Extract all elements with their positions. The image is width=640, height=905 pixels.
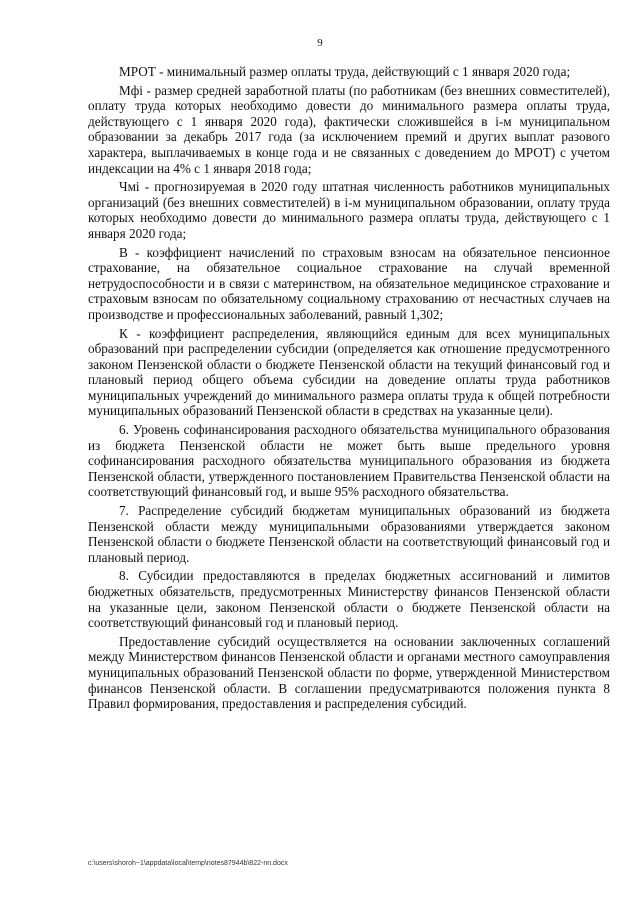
footer-file-path: c:\users\shoroh~1\appdata\local\temp\notes87944b\822-nn.docx (88, 860, 288, 867)
paragraph-item-6: 6. Уровень софинансирования расходного обязательства муниципального образования из бюджета Пензенской области не может быть выше предельного уровня софинансирования расходного обязательства муниципального образования из бюджета Пензенской области, утвержденного постановлением Правительства Пензенской области на соответствующий финансовый год, и выше 95% расходного обязательства. (88, 422, 610, 500)
paragraph-item-7: 7. Распределение субсидий бюджетам муниципальных образований из бюджета Пензенской области между муниципальными образованиями утверждается законом Пензенской области о бюджете Пензенской области на соответствующий финансовый год и плановый период. (88, 503, 610, 565)
paragraph-agreements: Предоставление субсидий осуществляется на основании заключенных соглашений между Министерством финансов Пензенской области и органами местного самоуправления муниципальных образований Пензенской области по форме, утвержденной Министерством финансов Пензенской области. В соглашении предусматриваются положения пункта 8 Правил формирования, предоставления и распределения субсидий. (88, 633, 610, 712)
paragraph-mrot: МРОТ - минимальный размер оплаты труда, действующий с 1 января 2020 года; (119, 64, 571, 79)
paragraph-mfi: Мфi - размер средней заработной платы (по работникам (без внешних совместителей), оплату труда которых необходимо довести до минимального размера оплаты труда, действующего с 1 января 2020 года), фактически сложившейся в i-м муниципальном образовании за декабрь 2017 года (за исключением премий и других выплат разового характера, выплачиваемых в конце года и не связанных с доведением до МРОТ) с учетом индексации на 4% с 1 января 2018 года; (88, 82, 610, 176)
paragraph-chmi: Чмi - прогнозируемая в 2020 году штатная численность работников муниципальных организаций (без внешних совместителей) в i-м муниципальном образовании, оплату труда которых необходимо довести до минимального размера оплаты труда, действующего с 1 января 2020 года; (88, 179, 610, 241)
page-number: 9 (317, 37, 323, 49)
paragraph-item-8: 8. Субсидии предоставляются в пределах бюджетных ассигнований и лимитов бюджетных обязательств, предусмотренных Министерству финансов Пензенской области на указанные цели, законом Пензенской области о бюджете Пензенской области на соответствующий финансовый год и плановый период. (88, 568, 610, 631)
paragraph-coefficient-v: В - коэффициент начислений по страховым взносам на обязательное пенсионное страхование, на обязательное социальное страхование на случай временной нетрудоспособности и в связи с материнством, на обязательное медицинское страхование и страховым взносам по обязательному социальному страхованию от несчастных случаев на производстве и профессиональных заболеваний, равный 1,302; (88, 244, 610, 322)
document-body (88, 64, 610, 715)
paragraph-coefficient-k: К - коэффициент распределения, являющийся единым для всех муниципальных образований при распределении субсидии (определяется как отношение предусмотренного законом Пензенской области о бюджете Пензенской области на текущий финансовый год и плановый период общего объема субсидии на доведение оплаты труда работников муниципальных учреждений до минимального размера оплаты труда к общей потребности муниципальных образований Пензенской области в средствах на указанные цели). (88, 325, 610, 419)
